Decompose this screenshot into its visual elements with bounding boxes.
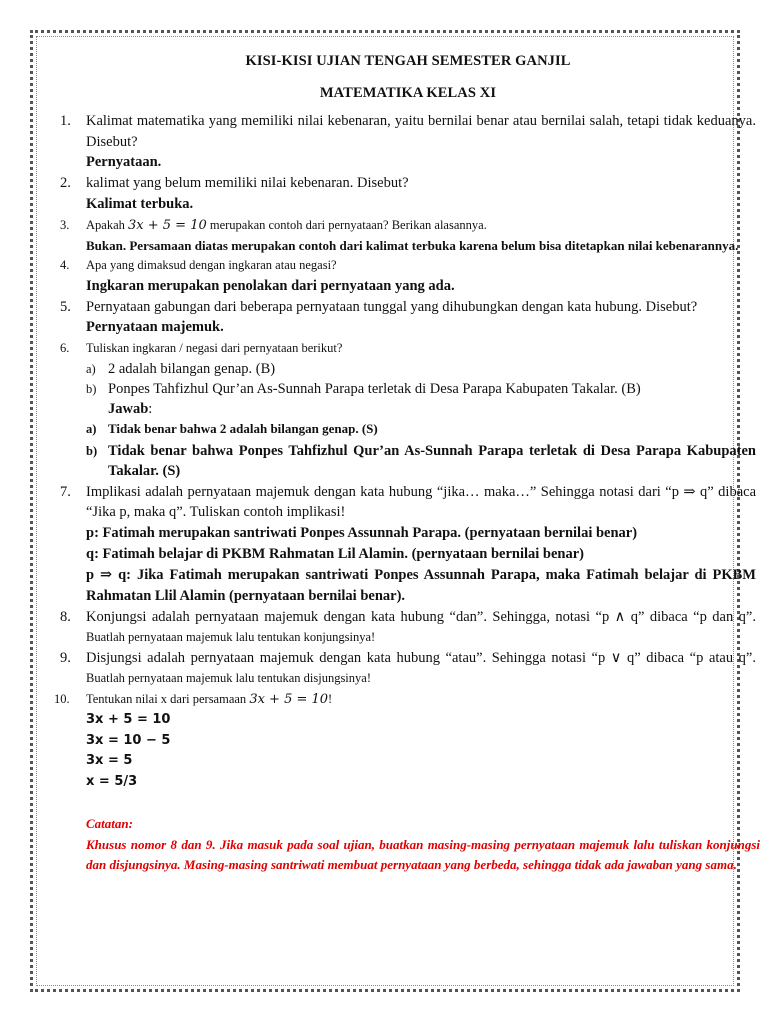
- sub-letter: a): [86, 361, 96, 376]
- sub-item-a: [60, 359, 756, 379]
- sub-letter: b): [86, 381, 97, 396]
- equation: 3x + 5 = 10: [128, 217, 207, 233]
- answer-7-q: q: Fatimah belajar di PKBM Rahmatan Lil Alamin. (pernyataan bernilai benar): [86, 545, 584, 562]
- question-2: [60, 173, 756, 194]
- question-text-pre: Tentukan nilai x dari persamaan: [86, 691, 250, 706]
- note-text: Khusus nomor 8 dan 9. Jika masuk pada soal ujian, buatkan masing-masing pernyataan majemuk lalu tuliskan konjungsi dan disjungsinya. Masing-masing santriwati membuat pernyataan yang berbeda, sehingga tidak ada jawaban yang sama.: [86, 836, 760, 872]
- sub-text: Ponpes Tahfizhul Qur’an As-Sunnah Parapa terletak di Desa Parapa Kabupaten Takalar. (B): [108, 380, 641, 397]
- question-text: Pernyataan gabungan dari beberapa pernyataan tunggal yang dihubungkan dengan kata hubung. Disebut?: [86, 298, 698, 315]
- question-7: [60, 482, 756, 523]
- answer-7-p: p: Fatimah merupakan santriwati Ponpes Assunnah Parapa. (pernyataan bernilai benar): [86, 524, 638, 541]
- answer-2: Kalimat terbuka.: [86, 195, 194, 212]
- answer-7-implication: p ⇒ q: Jika Fatimah merupakan santriwati Ponpes Assunnah Parapa, maka Fatimah belajar di PKBM Rahmatan Llil Alamin (pernyataan bernilai benar).: [86, 566, 756, 604]
- document-title: KISI-KISI UJIAN TENGAH SEMESTER GANJIL: [245, 53, 571, 69]
- note-block: [60, 814, 760, 876]
- sub-text: 2 adalah bilangan genap. (B): [108, 360, 276, 377]
- question-text-post: !: [328, 691, 333, 706]
- answer-letter: a): [86, 421, 97, 436]
- question-text: Kalimat matematika yang memiliki nilai kebenaran, yaitu bernilai benar atau bernilai salah, tetapi tidak keduanya. Disebut?: [86, 113, 756, 150]
- answer-1: Pernyataan.: [86, 154, 162, 170]
- question-number: 4.: [60, 258, 70, 272]
- question-9: [60, 648, 756, 689]
- document-body: [54, 48, 760, 876]
- answer-3: Bukan. Persamaan diatas merupakan contoh dari kalimat terbuka karena belum bisa ditetapkan nilai kebenarannya.: [86, 238, 739, 253]
- question-number: 1.: [60, 113, 71, 129]
- equation: 3x + 5 = 10: [249, 691, 329, 707]
- question-4: [60, 255, 756, 276]
- answer-letter: b): [86, 443, 98, 458]
- document-subtitle: MATEMATIKA KELAS XI: [319, 85, 497, 101]
- question-number: 2.: [60, 175, 71, 191]
- answer-6b: [60, 441, 756, 481]
- question-10: [54, 689, 756, 711]
- question-text-pre: Apakah: [86, 217, 128, 232]
- question-text: Disjungsi adalah pernyataan majemuk dengan kata hubung “atau”. Sehingga notasi “p ∨ q” dibaca “p atau q”.: [86, 649, 756, 666]
- question-text: Tuliskan ingkaran / negasi dari pernyataan berikut?: [86, 341, 343, 355]
- answer-5: Pernyataan majemuk.: [86, 319, 224, 335]
- question-8: [60, 607, 756, 648]
- question-text: Implikasi adalah pernyataan majemuk dengan kata hubung “jika… maka…” Sehingga notasi dari “p ⇒ q” dibaca “Jika p, maka q”. Tuliskan contoh implikasi!: [86, 483, 756, 520]
- question-6: [60, 338, 756, 359]
- question-number: 5.: [60, 298, 71, 315]
- solution-step-2: 3x = 10 − 5: [86, 732, 171, 748]
- jawab-label: [60, 399, 756, 419]
- note-label: Catatan:: [86, 816, 133, 831]
- answer-text: Tidak benar bahwa 2 adalah bilangan genap. (S): [108, 420, 378, 436]
- question-1: [60, 111, 756, 152]
- question-text: Konjungsi adalah pernyataan majemuk dengan kata hubung “dan”. Sehingga, notasi “p ∧ q” dibaca “p dan q”.: [86, 608, 756, 625]
- answer-4: Ingkaran merupakan penolakan dari pernyataan yang ada.: [86, 277, 455, 294]
- solution-step-1: 3x + 5 = 10: [86, 712, 171, 727]
- jawab-colon: :: [148, 400, 153, 417]
- solution-step-4: x = 5/3: [86, 773, 138, 789]
- jawab-text: Jawab: [108, 400, 149, 417]
- question-number: 10.: [54, 691, 70, 706]
- answer-6a: [60, 419, 756, 439]
- question-number: 8.: [60, 608, 71, 625]
- question-3: [60, 215, 756, 237]
- question-text: kalimat yang belum memiliki nilai kebenaran. Disebut?: [86, 175, 409, 191]
- question-number: 3.: [60, 217, 70, 232]
- question-instruction: Buatlah pernyataan majemuk lalu tentukan konjungsinya!: [86, 630, 376, 644]
- answer-text: Tidak benar bahwa Ponpes Tahfizhul Qur’an As-Sunnah Parapa terletak di Desa Parapa Kabupaten Takalar. (S): [108, 442, 756, 479]
- solution-step-3: 3x = 5: [86, 753, 133, 768]
- sub-item-b: [60, 379, 756, 399]
- question-instruction: Buatlah pernyataan majemuk lalu tentukan disjungsinya!: [86, 671, 371, 685]
- question-text-post: merupakan contoh dari pernyataan? Berikan alasannya.: [206, 217, 487, 232]
- question-number: 7.: [60, 483, 71, 500]
- question-5: [60, 297, 756, 318]
- question-number: 6.: [60, 341, 70, 355]
- question-number: 9.: [60, 649, 71, 666]
- question-text: Apa yang dimaksud dengan ingkaran atau negasi?: [86, 258, 337, 272]
